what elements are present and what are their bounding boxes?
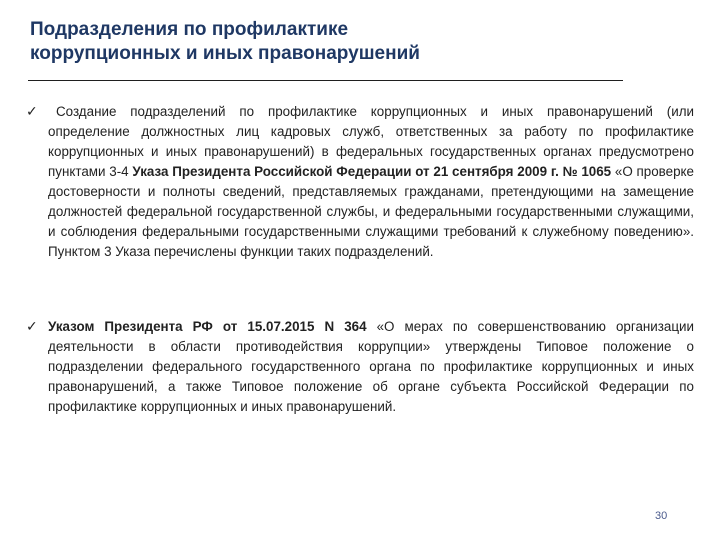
bullet-1-text-part: Создание подразделений по профилактике коррупционных и иных правонарушений (или определение должностных лиц кадровых служб, ответственных за работу по профилактике коррупционных и иных правонарушений) в федеральных государственных органах предусмотрено пунктами 3-4 <box>48 104 694 179</box>
bullet-1-decree-reference: Указа Президента Российской Федерации от 21 сентября 2009 г. № 1065 <box>132 164 612 179</box>
page-number: 30 <box>655 510 668 522</box>
bullet-1-text-part: «О проверке достоверности и полноты сведений, представляемых гражданами, претендующими на замещение должностей федеральной государственной службы, и федеральными государственными служащими, и соблюдения федеральными государственными служащими требований к служебному поведению». Пунктом 3 Указа перечислены функции таких подразделений. <box>48 164 694 259</box>
checkmark-icon: ✓ <box>26 319 38 335</box>
title-divider <box>28 80 623 81</box>
title-line-2: коррупционных и иных правонарушений <box>30 43 420 64</box>
checkmark-icon: ✓ <box>26 104 38 120</box>
bullet-item-2 <box>26 317 694 417</box>
slide-title <box>30 18 650 66</box>
title-line-1: Подразделения по профилактике <box>30 19 349 40</box>
bullet-text-2 <box>48 317 694 417</box>
bullet-text-1 <box>48 102 694 262</box>
bullet-2-decree-reference: Указом Президента РФ от 15.07.2015 N 364 <box>48 319 367 334</box>
bullet-item-1 <box>26 102 694 262</box>
bullet-2-text-part: «О мерах по совершенствованию организации деятельности в области противодействия коррупции» утверждены Типовое положение о подразделении федерального государственного органа по профилактике коррупционных и иных правонарушений, а также Типовое положение об органе субъекта Российской Федерации по профилактике коррупционных и иных правонарушений. <box>48 319 694 414</box>
